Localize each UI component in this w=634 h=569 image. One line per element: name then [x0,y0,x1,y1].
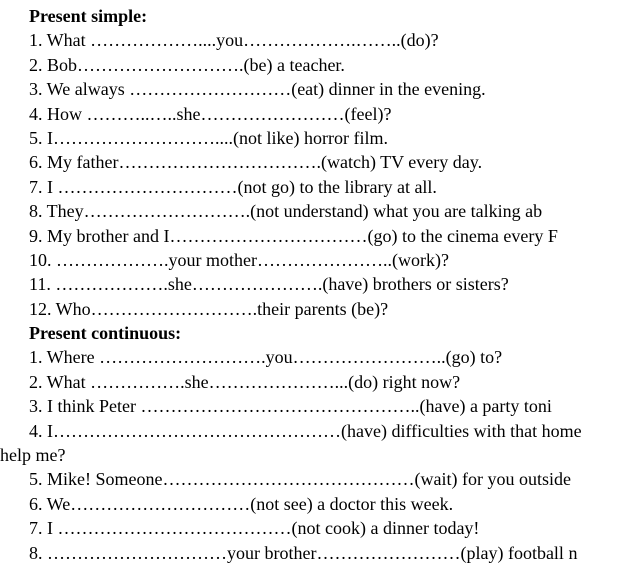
simple-item-12: 12. Who……………………….their parents (be)? [29,298,389,319]
continuous-item-4: 4. I…………………………………………(have) difficulties with that home [29,420,582,441]
continuous-item-8: 8. …………………………your brother……………………(play) football n [29,542,578,563]
simple-item-2: 2. Bob……………………….(be) a teacher. [29,54,345,75]
worksheet [0,4,634,565]
present-simple-heading: Present simple: [29,6,148,26]
simple-item-9: 9. My brother and I……………………………(go) to the cinema every F [29,225,558,246]
continuous-item-3: 3. I think Peter ………………………………………..(have) a party toni [29,396,552,417]
continuous-item-1: 1. Where ……………………….you……………………..(go) to? [29,347,503,368]
simple-item-5: 5. I………………………....(not like) horror film. [29,127,388,148]
simple-item-3: 3. We always ………………………(eat) dinner in the evening. [29,79,486,100]
continuous-item-5: 5. Mike! Someone……………………………………(wait) for you outside [29,469,571,490]
simple-item-8: 8. They……………………….(not understand) what you are talking ab [29,201,543,222]
simple-item-1: 1. What ………………....you……………….……..(do)? [29,30,439,51]
continuous-item-7: 7. I …………………………………(not cook) a dinner today! [29,518,480,539]
simple-item-4: 4. How ………..…..she……………………(feel)? [29,103,392,124]
continuous-item-2: 2. What …………….she…………………...(do) right now? [29,371,461,392]
simple-item-7: 7. I …………………………(not go) to the library at all. [29,176,437,197]
simple-item-11: 11. ……………….she………………….(have) brothers or sisters? [29,274,509,295]
continuous-item-4-continuation: help me? [0,445,66,466]
present-continuous-heading: Present continuous: [29,323,182,344]
simple-item-6: 6. My father…………………………….(watch) TV every day. [29,152,483,173]
simple-item-10: 10. ……………….your mother…………………..(work)? [29,249,449,270]
continuous-item-6: 6. We…………………………(not see) a doctor this week. [29,493,454,514]
